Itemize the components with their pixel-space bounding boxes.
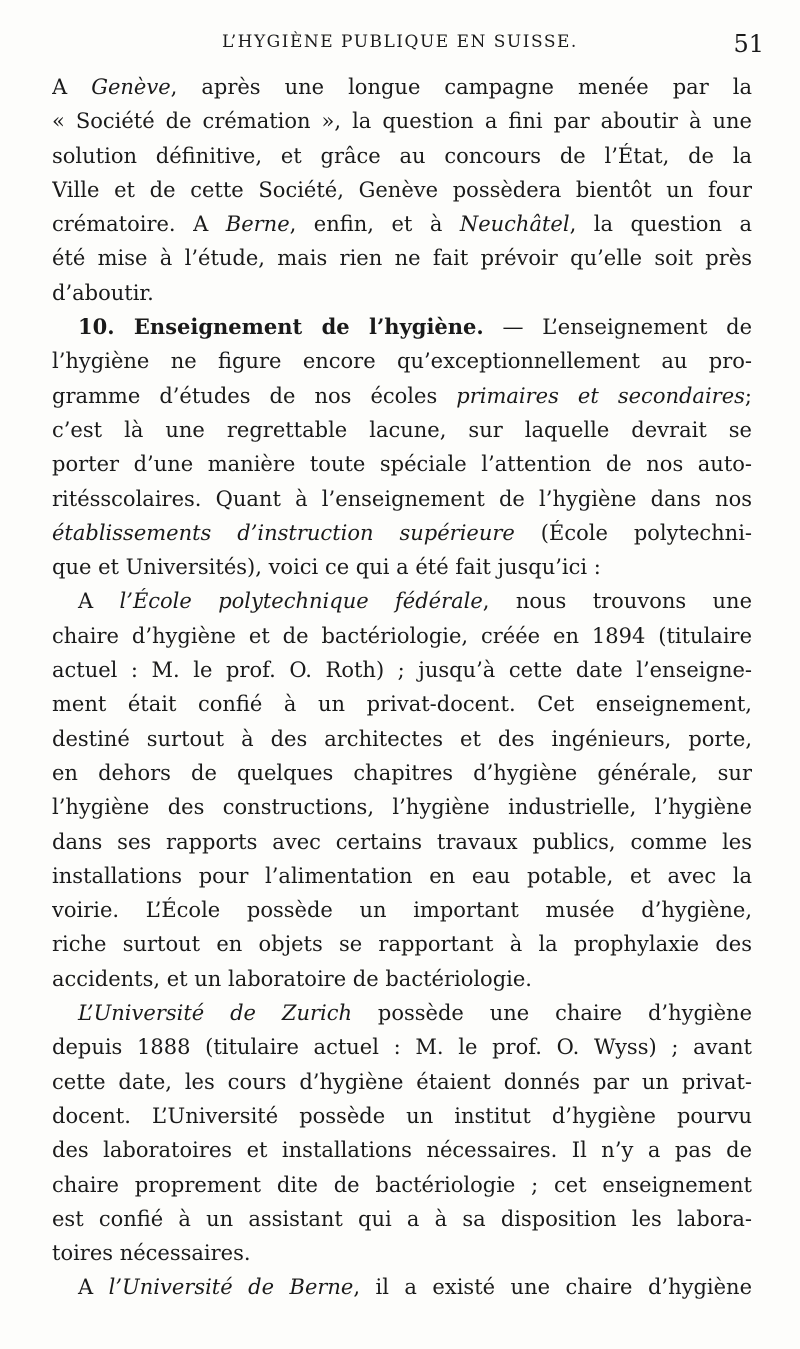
text-run: ;	[744, 383, 752, 408]
text-line	[52, 927, 752, 961]
text-line	[52, 859, 752, 893]
text-run: voirie. L’École possède un important musée d’hygiène,	[52, 898, 752, 923]
text-run: dans ses rapports avec certains travaux publics, comme les	[52, 829, 752, 854]
text-run: docent. L’Université possède un institut d’hygiène pourvu	[52, 1103, 752, 1128]
page-number: 51	[733, 30, 764, 58]
text-line	[52, 1168, 752, 1202]
text-line	[52, 276, 752, 310]
text-run: — L’enseignement de	[483, 315, 752, 340]
text-run: « Société de crémation », la question a fini par aboutir à une	[52, 109, 752, 134]
text-line	[52, 825, 752, 859]
text-run: chaire proprement dite de bactériologie ; cet enseignement	[52, 1172, 752, 1197]
text-run: gramme d’études de nos écoles	[52, 383, 457, 408]
text-run: l’hygiène des constructions, l’hygiène industrielle, l’hygiène	[52, 795, 752, 820]
text-line	[52, 1099, 752, 1133]
text-run: ritésscolaires. Quant à l’enseignement de l’hygiène dans nos	[52, 486, 752, 511]
text-line	[52, 70, 752, 104]
text-line	[52, 893, 752, 927]
italic-text: L’Université de Zurich	[78, 1001, 353, 1026]
italic-text: primaires et secondaires	[456, 383, 745, 408]
running-head	[0, 30, 800, 60]
text-run: destiné surtout à des architectes et des ingénieurs, porte,	[52, 726, 752, 751]
text-run: , la question a	[569, 212, 752, 237]
text-run: en dehors de quelques chapitres d’hygiène générale, sur	[52, 760, 752, 785]
text-line	[52, 173, 752, 207]
text-run: A	[78, 589, 120, 614]
text-run: , enfin, et à	[289, 212, 460, 237]
text-run: été mise à l’étude, mais rien ne fait prévoir qu’elle soit près	[52, 246, 752, 271]
text-run: accidents, et un laboratoire de bactériologie.	[52, 966, 532, 991]
text-line	[52, 653, 752, 687]
text-run: , après une longue campagne menée par la	[170, 75, 752, 99]
body-text	[52, 70, 752, 1305]
text-run: (École polytechni-	[514, 520, 752, 545]
italic-text: l’École polytechnique fédérale	[119, 589, 483, 614]
text-line	[52, 1133, 752, 1167]
text-line	[52, 1030, 752, 1064]
text-line	[52, 790, 752, 824]
text-line	[52, 207, 752, 241]
text-run: c’est là une regrettable lacune, sur laquelle devrait se	[52, 417, 752, 442]
text-line	[52, 104, 752, 138]
text-run: actuel : M. le prof. O. Roth) ; jusqu’à cette date l’enseigne-	[52, 658, 752, 683]
text-run: des laboratoires et installations nécessaires. Il n’y a pas de	[52, 1138, 752, 1163]
text-run: solution définitive, et grâce au concours de l’État, de la	[52, 143, 752, 168]
text-line	[52, 996, 752, 1030]
text-line	[52, 1202, 752, 1236]
text-run: ment était confié à un privat-docent. Cet enseignement,	[52, 692, 752, 717]
text-line	[52, 962, 752, 996]
text-line	[52, 722, 752, 756]
text-run: toires nécessaires.	[52, 1241, 251, 1266]
text-run: A	[52, 75, 92, 99]
text-run: cette date, les cours d’hygiène étaient donnés par un privat-	[52, 1069, 752, 1094]
text-line	[52, 1065, 752, 1099]
text-line	[52, 379, 752, 413]
text-line	[52, 310, 752, 344]
text-line	[52, 584, 752, 618]
text-line	[52, 756, 752, 790]
text-run: l’hygiène ne figure encore qu’exceptionnellement au pro-	[52, 349, 752, 374]
text-line	[52, 516, 752, 550]
text-run: A	[78, 1275, 109, 1300]
text-line	[52, 482, 752, 516]
italic-text: l’Université de Berne	[108, 1275, 354, 1300]
section-heading: 10. Enseignement de l’hygiène.	[78, 314, 484, 340]
text-line	[52, 550, 752, 584]
text-run: est confié à un assistant qui a à sa disposition les labora-	[52, 1206, 752, 1231]
text-line	[52, 241, 752, 275]
text-line	[52, 1270, 752, 1304]
text-line	[52, 447, 752, 481]
italic-text: Genève	[91, 75, 171, 99]
text-line	[52, 687, 752, 721]
text-line	[52, 139, 752, 173]
text-run: porter d’une manière toute spéciale l’attention de nos auto-	[52, 452, 752, 477]
text-run: depuis 1888 (titulaire actuel : M. le prof. O. Wyss) ; avant	[52, 1035, 752, 1060]
running-title: L’HYGIÈNE PUBLIQUE EN SUISSE.	[222, 32, 578, 52]
italic-text: Berne	[225, 212, 290, 237]
text-run: , nous trouvons une	[482, 589, 752, 614]
text-run: , il a existé une chaire d’hygiène	[353, 1275, 752, 1300]
italic-text: établissements d’instruction supérieure	[52, 520, 515, 545]
text-run: que et Universités), voici ce qui a été fait jusqu’ici :	[52, 555, 601, 580]
text-run: crématoire. A	[52, 212, 226, 237]
text-line	[52, 1236, 752, 1270]
text-run: possède une chaire d’hygiène	[352, 1001, 752, 1026]
text-run: d’aboutir.	[52, 280, 154, 305]
italic-text: Neuchâtel	[459, 212, 570, 237]
text-run: Ville et de cette Société, Genève possèdera bientôt un four	[52, 177, 752, 202]
text-run: riche surtout en objets se rapportant à la prophylaxie des	[52, 932, 752, 957]
text-line	[52, 344, 752, 378]
text-run: installations pour l’alimentation en eau potable, et avec la	[52, 863, 752, 888]
text-line	[52, 413, 752, 447]
text-line	[52, 619, 752, 653]
text-run: chaire d’hygiène et de bactériologie, créée en 1894 (titulaire	[52, 623, 752, 648]
